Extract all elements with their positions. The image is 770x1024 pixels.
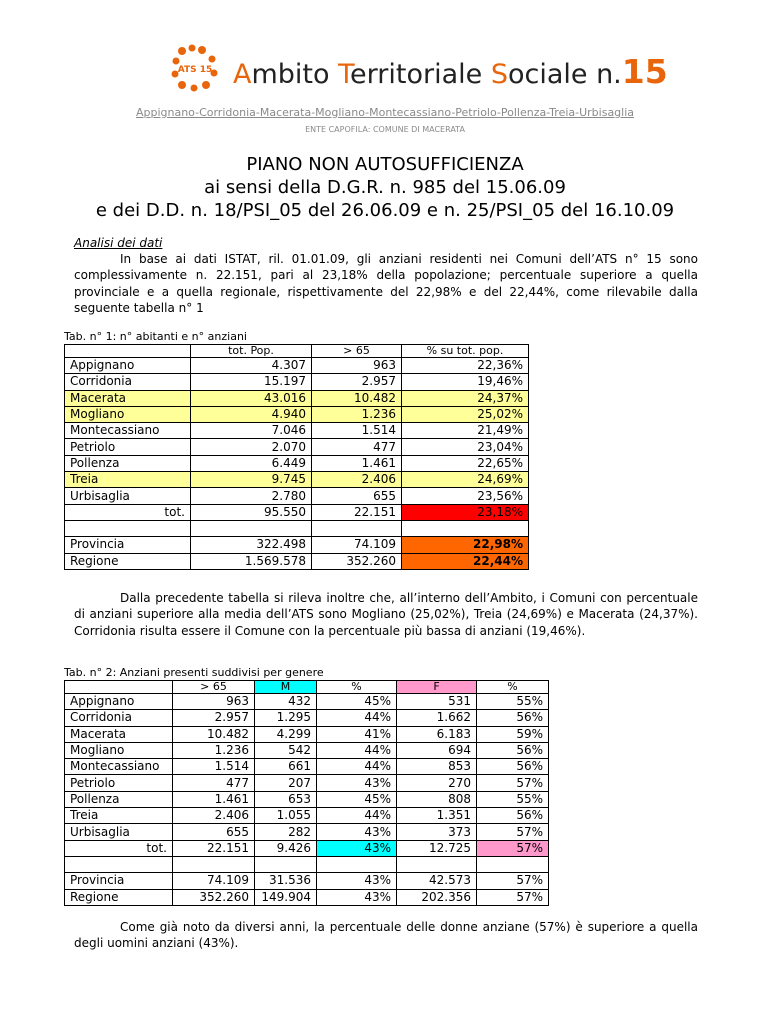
total-row [65,840,549,856]
male-percent-cell: 44% [317,759,397,775]
table-row [65,472,529,488]
table-row [65,520,529,536]
over65-cell: 74.109 [173,873,255,889]
total-label: tot. [65,840,173,856]
brand-rest-s: ociale n. [507,59,622,90]
percent-cell: 23,04% [402,439,529,455]
table-header-cell: F [397,681,477,694]
population-cell: 322.498 [191,537,312,553]
comune-name: Regione [65,889,173,905]
table-row [65,742,549,758]
female-percent-cell: 57% [477,873,549,889]
total-label: tot. [65,504,191,520]
male-cell: 1.295 [255,710,317,726]
table-1 [64,344,529,570]
over65-cell: 963 [173,694,255,710]
logo-text: ATS 15 [177,65,213,75]
over65-cell: 1.461 [173,791,255,807]
female-cell: 531 [397,694,477,710]
male-cell: 207 [255,775,317,791]
percent-cell: 24,37% [402,390,529,406]
table-row [65,889,549,905]
population-cell: 2.070 [191,439,312,455]
male-cell: 149.904 [255,889,317,905]
paragraph-2-text: Dalla precedente tabella si rileva inoltre che, all’interno dell’Ambito, i Comuni con percentuale di anziani superiore alla media dell’ATS sono Mogliano (25,02%), Treia (24,69%) e Macerata (24,37%). Corridonia risulta essere il Comune con la percentuale più bassa di anziani (19,46%). [74,591,698,638]
comune-name: Montecassiano [65,759,173,775]
paragraph-3-text: Come già noto da diversi anni, la percentuale delle donne anziane (57%) è superiore a quella degli uomini anziani (43%). [74,920,698,951]
percent-cell: 19,46% [402,374,529,390]
population-cell: 7.046 [191,423,312,439]
population-cell: 4.307 [191,358,312,374]
comune-name: Montecassiano [65,423,191,439]
table-header-cell: > 65 [173,681,255,694]
female-cell: 202.356 [397,889,477,905]
population-cell: 43.016 [191,390,312,406]
population-cell: 1.569.578 [191,553,312,569]
comune-name: Provincia [65,873,173,889]
over65-cell: 2.957 [312,374,402,390]
female-cell: 270 [397,775,477,791]
percent-cell: 25,02% [402,406,529,422]
table-row [65,439,529,455]
female-percent-cell: 55% [477,791,549,807]
over65-cell: 22.151 [173,840,255,856]
comune-name: Appignano [65,358,191,374]
female-cell: 694 [397,742,477,758]
male-percent-cell: 44% [317,808,397,824]
table-header-cell [65,345,191,358]
table-header-cell: % su tot. pop. [402,345,529,358]
population-cell: 4.940 [191,406,312,422]
male-percent-cell: 43% [317,873,397,889]
female-percent-cell: 57% [477,824,549,840]
male-percent-cell: 43% [317,889,397,905]
population-cell: 95.550 [191,504,312,520]
table-cell [477,856,549,872]
table-2 [64,680,549,906]
female-percent-cell: 55% [477,694,549,710]
comune-name: Corridonia [65,710,173,726]
table-cell [65,856,173,872]
title-line-3: e dei D.D. n. 18/PSI_05 del 26.06.09 e n. 25/PSI_05 del 16.10.09 [95,200,675,221]
male-cell: 432 [255,694,317,710]
over65-cell: 10.482 [173,726,255,742]
table-row [65,423,529,439]
female-percent-cell: 56% [477,808,549,824]
over65-cell: 352.260 [312,553,402,569]
over65-cell: 1.461 [312,455,402,471]
over65-cell: 655 [173,824,255,840]
table-row [65,710,549,726]
table-row [65,726,549,742]
female-cell: 12.725 [397,840,477,856]
male-cell: 653 [255,791,317,807]
male-cell: 31.536 [255,873,317,889]
table-row [65,824,549,840]
table-cell [317,856,397,872]
comune-name: Urbisaglia [65,824,173,840]
title-line-2: ai sensi della D.G.R. n. 985 del 15.06.09 [204,177,566,198]
population-cell: 15.197 [191,374,312,390]
male-percent-cell: 43% [317,775,397,791]
over65-cell: 477 [312,439,402,455]
table-row [65,358,529,374]
table-2-caption: Tab. n° 2: Anziani presenti suddivisi per genere [64,666,324,679]
table-cell [191,520,312,536]
male-percent-cell: 43% [317,840,397,856]
over65-cell: 963 [312,358,402,374]
table-cell [173,856,255,872]
table-row [65,856,549,872]
table-row [65,873,549,889]
brand-cap-a: A [233,59,252,90]
table-cell [402,520,529,536]
over65-cell: 352.260 [173,889,255,905]
table-header-cell: tot. Pop. [191,345,312,358]
table-header-cell: > 65 [312,345,402,358]
comune-name: Macerata [65,726,173,742]
over65-cell: 477 [173,775,255,791]
over65-cell: 10.482 [312,390,402,406]
table-cell [312,520,402,536]
over65-cell: 2.406 [312,472,402,488]
comune-name: Petriolo [65,439,191,455]
table-row [65,537,529,553]
comune-name: Appignano [65,694,173,710]
table-row [65,681,549,694]
paragraph-1 [74,251,698,316]
table-row [65,775,549,791]
population-cell: 2.780 [191,488,312,504]
male-cell: 4.299 [255,726,317,742]
comune-name: Macerata [65,390,191,406]
percent-cell: 22,36% [402,358,529,374]
female-cell: 373 [397,824,477,840]
table-row [65,406,529,422]
female-cell: 1.662 [397,710,477,726]
comune-name: Corridonia [65,374,191,390]
section-heading: Analisi dei dati [74,236,163,250]
male-cell: 542 [255,742,317,758]
table-row [65,694,549,710]
female-percent-cell: 57% [477,840,549,856]
brand-cap-t: T [338,59,351,90]
table-row [65,390,529,406]
male-percent-cell: 41% [317,726,397,742]
female-percent-cell: 56% [477,742,549,758]
table-1-caption: Tab. n° 1: n° abitanti e n° anziani [64,330,247,343]
male-percent-cell: 44% [317,710,397,726]
comune-name: Urbisaglia [65,488,191,504]
male-cell: 9.426 [255,840,317,856]
over65-cell: 1.236 [173,742,255,758]
table-row [65,345,529,358]
male-cell: 1.055 [255,808,317,824]
table-row [65,488,529,504]
comune-name: Pollenza [65,791,173,807]
female-percent-cell: 57% [477,889,549,905]
title-line-1: PIANO NON AUTOSUFFICIENZA [246,154,524,175]
brand-rest-t: erritoriale [350,59,491,90]
female-cell: 1.351 [397,808,477,824]
percent-cell: 22,44% [402,553,529,569]
comune-name: Regione [65,553,191,569]
comune-name: Mogliano [65,742,173,758]
percent-cell: 22,98% [402,537,529,553]
percent-cell: 23,18% [402,504,529,520]
brand-rest-a: mbito [251,59,339,90]
comune-name: Pollenza [65,455,191,471]
male-cell: 661 [255,759,317,775]
brand-number: 15 [621,52,668,91]
population-cell: 6.449 [191,455,312,471]
female-percent-cell: 56% [477,710,549,726]
comune-name: Petriolo [65,775,173,791]
comune-name: Treia [65,808,173,824]
capofila-text: ENTE CAPOFILA: COMUNE DI MACERATA [305,125,465,134]
over65-cell: 2.957 [173,710,255,726]
table-header-cell: % [317,681,397,694]
table-cell [255,856,317,872]
brand-title [233,52,668,91]
over65-cell: 1.514 [312,423,402,439]
male-percent-cell: 45% [317,791,397,807]
male-percent-cell: 44% [317,742,397,758]
municipalities-link[interactable]: Appignano-Corridonia-Macerata-Mogliano-Montecassiano-Petriolo-Pollenza-Treia-Urbisaglia [135,106,635,119]
over65-cell: 22.151 [312,504,402,520]
comune-name: Treia [65,472,191,488]
table-header-cell [65,681,173,694]
female-percent-cell: 56% [477,759,549,775]
table-header-cell: M [255,681,317,694]
percent-cell: 21,49% [402,423,529,439]
female-cell: 853 [397,759,477,775]
female-cell: 6.183 [397,726,477,742]
female-percent-cell: 57% [477,775,549,791]
percent-cell: 24,69% [402,472,529,488]
table-row [65,808,549,824]
comune-name: Provincia [65,537,191,553]
female-cell: 42.573 [397,873,477,889]
female-percent-cell: 59% [477,726,549,742]
over65-cell: 655 [312,488,402,504]
table-row [65,374,529,390]
comune-name: Mogliano [65,406,191,422]
table-cell [397,856,477,872]
brand-cap-s: S [490,59,508,90]
male-percent-cell: 45% [317,694,397,710]
over65-cell: 2.406 [173,808,255,824]
over65-cell: 1.236 [312,406,402,422]
table-row [65,759,549,775]
over65-cell: 1.514 [173,759,255,775]
table-row [65,791,549,807]
percent-cell: 22,65% [402,455,529,471]
male-percent-cell: 43% [317,824,397,840]
table-row [65,455,529,471]
percent-cell: 23,56% [402,488,529,504]
female-cell: 808 [397,791,477,807]
total-row [65,504,529,520]
population-cell: 9.745 [191,472,312,488]
male-cell: 282 [255,824,317,840]
over65-cell: 74.109 [312,537,402,553]
paragraph-2 [74,590,698,639]
paragraph-3 [74,919,698,952]
ats-logo [170,43,220,93]
table-row [65,553,529,569]
table-cell [65,520,191,536]
table-header-cell: % [477,681,549,694]
paragraph-1-text: In base ai dati ISTAT, ril. 01.01.09, gli anziani residenti nei Comuni dell’ATS n° 15 sono complessivamente n. 22.151, pari al 23,18% della popolazione; percentuale superiore a quella provinciale e a quella regionale, rispettivamente del 22,98% e del 22,44%, come rilevabile dalla seguente tabella n° 1 [74,252,698,315]
